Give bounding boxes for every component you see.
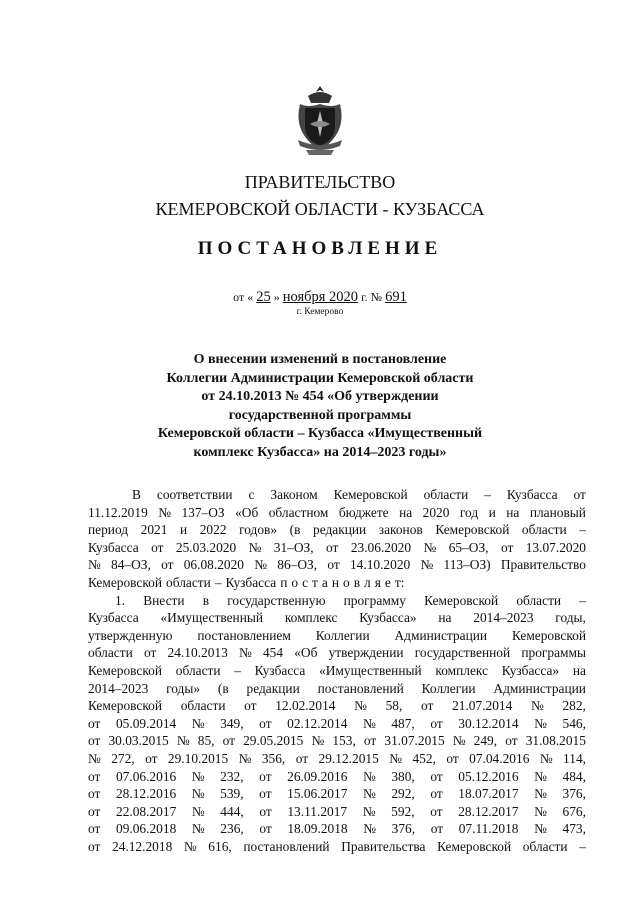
- body-word: 487,: [391, 715, 415, 731]
- body-word: –: [579, 838, 586, 854]
- body-word: редакции: [313, 522, 367, 538]
- body-word: комплекс: [284, 610, 338, 626]
- body-word: постановлений: [317, 680, 404, 696]
- body-line: [88, 838, 586, 856]
- decree-title: [120, 351, 520, 463]
- body-word: области: [521, 522, 567, 538]
- body-word: 31.07.2015: [384, 733, 445, 749]
- body-word: 29.10.2015: [167, 750, 229, 766]
- body-word: №: [254, 557, 268, 573]
- body-line: [88, 486, 586, 504]
- body-word: от: [88, 733, 101, 749]
- body-word: Кузбасса: [88, 610, 139, 626]
- body-word: Кузбасса: [225, 574, 277, 590]
- body-word: 376,: [391, 821, 416, 837]
- body-word: 676,: [562, 803, 586, 819]
- title-line: Кемеровской области – Кузбасса «Имущественный: [157, 426, 483, 442]
- body-word: –: [579, 592, 586, 608]
- body-word: с: [248, 487, 255, 502]
- body-word: №: [534, 715, 547, 731]
- body-line: [88, 609, 586, 627]
- body-word: 137–ОЗ: [181, 504, 225, 520]
- decree-number: 691: [385, 289, 407, 305]
- body-word: от: [295, 750, 309, 766]
- body-word: плановый: [529, 504, 586, 520]
- body-word: 24.10.2013: [167, 645, 228, 661]
- body-word: (в: [217, 680, 229, 696]
- body-word: на: [438, 610, 452, 626]
- body-word: области: [522, 838, 568, 854]
- body-word: 11.12.2019: [88, 504, 148, 520]
- body-word: от: [145, 750, 158, 766]
- body-word: период: [88, 522, 129, 538]
- body-word: №: [534, 768, 547, 784]
- body-word: 272,: [111, 750, 135, 766]
- body-word: от: [143, 645, 157, 661]
- body-word: Кемеровской: [435, 522, 510, 538]
- body-word: №: [389, 750, 402, 766]
- body-word: «Об: [235, 504, 259, 520]
- body-word: Кемеровской: [437, 838, 512, 854]
- body-word: 15.06.2017: [287, 786, 348, 802]
- body-word: 25.03.2020: [175, 539, 237, 555]
- body-word: «Имущественный: [160, 610, 264, 626]
- body-word: 31–ОЗ,: [273, 539, 314, 555]
- body-word: 06.08.2020: [183, 557, 244, 573]
- body-word: т: [312, 574, 318, 590]
- body-word: 65–ОЗ,: [448, 539, 489, 555]
- body-word: 249,: [473, 733, 498, 749]
- body-word: №: [362, 803, 376, 819]
- body-word: –: [579, 522, 586, 538]
- body-word: 85,: [197, 733, 215, 749]
- body-word: Кузбасса: [88, 539, 139, 555]
- body-word: Кемеровской: [88, 698, 163, 714]
- body-word: от: [259, 768, 272, 784]
- date-mid: »: [273, 290, 280, 304]
- body-word: в: [202, 592, 210, 608]
- body-word: Коллегии: [421, 680, 476, 696]
- body-word: от: [446, 750, 459, 766]
- date-prefix: от «: [233, 290, 254, 304]
- body-word: 2022: [199, 522, 227, 538]
- body-word: от: [222, 733, 235, 749]
- body-word: 113–ОЗ): [443, 557, 491, 573]
- body-line: [88, 750, 586, 768]
- body-line: [88, 803, 586, 821]
- body-word: №: [423, 539, 437, 555]
- body-word: №: [176, 733, 190, 749]
- body-word: редакции: [246, 680, 300, 696]
- body-word: области: [180, 698, 226, 714]
- body-word: №: [88, 557, 101, 573]
- body-word: 2020: [422, 504, 450, 520]
- body-word: №: [534, 786, 547, 802]
- body-word: постановлением: [197, 627, 291, 643]
- government-name-line2: КЕМЕРОВСКОЙ ОБЛАСТИ - КУЗБАССА: [155, 199, 485, 219]
- body-word: на: [572, 662, 586, 678]
- body-word: 282,: [562, 698, 586, 714]
- body-word: от: [430, 803, 443, 819]
- body-word: №: [191, 786, 205, 802]
- body-line: [88, 592, 586, 610]
- body-word: 05.12.2016: [458, 768, 519, 784]
- body-word: 31.08.2015: [525, 733, 586, 749]
- body-word: 13.07.2020: [525, 539, 586, 555]
- body-word: 28.12.2016: [115, 786, 177, 802]
- body-line: [88, 627, 586, 645]
- body-word: государственную: [227, 592, 326, 608]
- body-word: от: [430, 821, 444, 837]
- body-word: постановлений: [243, 838, 330, 854]
- title-line: государственной программы: [228, 407, 412, 423]
- date-month-year: ноября 2020: [282, 289, 359, 305]
- body-word: 1.: [115, 592, 126, 608]
- body-word: 24.12.2018: [112, 838, 173, 854]
- body-word: от: [88, 803, 101, 819]
- body-word: №: [191, 768, 205, 784]
- body-word: от: [363, 733, 377, 749]
- body-word: от: [259, 803, 272, 819]
- body-word: комплекс: [435, 662, 489, 678]
- body-word: на: [506, 504, 520, 520]
- body-word: государственной: [414, 645, 511, 661]
- body-word: от: [88, 715, 101, 731]
- body-word: от: [259, 821, 272, 837]
- body-word: 2021: [140, 522, 168, 538]
- body-word: и: [180, 522, 188, 538]
- body-word: 30.03.2015: [108, 733, 169, 749]
- body-word: 484,: [562, 768, 586, 784]
- body-word: 86–ОЗ,: [277, 557, 318, 573]
- government-name-line1: ПРАВИТЕЛЬСТВО: [244, 172, 396, 192]
- body-word: 84–ОЗ,: [111, 557, 151, 573]
- body-word: е: [384, 574, 391, 590]
- body-word: от: [430, 786, 443, 802]
- body-line: [88, 732, 586, 750]
- body-word: 07.04.2016: [469, 750, 530, 766]
- body-word: №: [452, 733, 466, 749]
- body-word: Кемеровской: [424, 592, 499, 608]
- body-line: [88, 504, 586, 522]
- body-word: №: [362, 715, 376, 731]
- body-word: Кемеровской: [511, 627, 586, 643]
- body-word: 616,: [208, 838, 232, 854]
- body-line: [88, 680, 586, 698]
- body-word: области: [166, 574, 211, 590]
- body-word: 02.12.2014: [287, 715, 348, 731]
- body-word: 23.06.2020: [350, 539, 412, 555]
- body-word: 376,: [562, 786, 586, 802]
- body-word: №: [248, 539, 262, 555]
- body-word: от: [326, 539, 339, 555]
- body-word: от: [88, 786, 101, 802]
- body-word: с: [302, 574, 309, 590]
- body-word: №: [420, 557, 434, 573]
- body-word: от: [161, 557, 174, 573]
- body-word: 236,: [220, 821, 244, 837]
- body-word: 05.09.2014: [115, 715, 177, 731]
- body-word: на: [399, 504, 413, 520]
- body-word: «Об: [294, 645, 318, 661]
- body-word: о: [291, 574, 299, 590]
- body-word: л: [364, 574, 371, 590]
- body-word: 26.09.2016: [287, 768, 348, 784]
- body-word: годов»: [239, 522, 278, 538]
- body-word: №: [238, 750, 252, 766]
- body-word: Администрации: [394, 627, 488, 643]
- body-word: Коллегии: [315, 627, 370, 643]
- body-word: 07.06.2016: [115, 768, 177, 784]
- body-word: 29.05.2015: [243, 733, 304, 749]
- body-word: 14.10.2020: [349, 557, 411, 573]
- body-word: №: [354, 698, 367, 714]
- body-word: (в: [289, 522, 301, 538]
- body-word: №: [363, 821, 377, 837]
- body-word: Правительство: [500, 557, 586, 573]
- body-word: от: [500, 539, 514, 555]
- body-word: от: [259, 786, 272, 802]
- body-word: 30.12.2014: [458, 715, 519, 731]
- body-word: а: [321, 574, 328, 590]
- body-word: о: [343, 574, 350, 590]
- body-word: Кузбасса»: [501, 662, 560, 678]
- body-word: Законом: [270, 487, 318, 502]
- body-word: области: [175, 662, 221, 678]
- body-word: от: [327, 557, 340, 573]
- body-word: области: [516, 592, 562, 608]
- body-word: 356,: [261, 750, 286, 766]
- body-word: –: [214, 574, 222, 590]
- body-word: т:: [394, 574, 405, 590]
- body-line: [88, 574, 586, 592]
- body-word: «Имущественный: [319, 662, 422, 678]
- body-word: 18.07.2017: [458, 786, 519, 802]
- body-line: [88, 521, 586, 539]
- body-word: от: [244, 698, 257, 714]
- body-word: 349,: [220, 715, 244, 731]
- body-word: 22.08.2017: [116, 803, 177, 819]
- body-word: п: [280, 574, 288, 590]
- body-word: 07.11.2018: [458, 821, 519, 837]
- title-line: Коллегии Администрации Кемеровской области: [166, 370, 474, 386]
- body-word: законов: [378, 522, 423, 538]
- body-word: В: [132, 487, 141, 502]
- date-day: 25: [256, 289, 271, 305]
- body-word: программу: [343, 592, 406, 608]
- body-word: №: [531, 698, 544, 714]
- date-number-line: [0, 289, 640, 306]
- body-word: от: [259, 715, 272, 731]
- body-word: №: [539, 750, 553, 766]
- body-word: №: [88, 750, 101, 766]
- coat-of-arms-icon: [294, 84, 346, 158]
- body-word: 454: [262, 645, 284, 661]
- body-word: №: [238, 645, 252, 661]
- body-word: годы,: [555, 610, 586, 626]
- body-word: 444,: [220, 803, 244, 819]
- body-word: 232,: [220, 768, 244, 784]
- body-word: Кемеровской: [88, 574, 163, 590]
- body-word: годы»: [166, 680, 201, 696]
- body-word: от: [88, 821, 101, 837]
- number-sign: №: [370, 290, 383, 304]
- body-word: 58,: [385, 698, 403, 714]
- body-word: от: [88, 838, 101, 854]
- body-word: №: [191, 821, 205, 837]
- body-line: [88, 820, 586, 838]
- body-word: 2014–2023: [88, 680, 149, 696]
- body-word: области: [423, 487, 469, 502]
- body-word: Внести: [143, 592, 185, 608]
- body-line: [88, 715, 586, 733]
- body-word: 21.07.2014: [452, 698, 513, 714]
- city-line: г. Кемерово: [296, 307, 344, 317]
- body-word: областном: [268, 504, 329, 520]
- body-line: [88, 556, 586, 574]
- title-line: О внесении изменений в постановление: [193, 352, 447, 367]
- body-line: [88, 697, 586, 715]
- body-word: утверждении: [328, 645, 404, 661]
- body-word: №: [362, 786, 376, 802]
- decree-body-text: [88, 486, 586, 855]
- body-line: [88, 662, 586, 680]
- body-word: 13.11.2017: [287, 803, 348, 819]
- body-word: №: [362, 768, 376, 784]
- body-word: 452,: [412, 750, 436, 766]
- body-word: –: [484, 487, 491, 502]
- body-word: Администрации: [493, 680, 586, 696]
- body-word: –: [234, 662, 241, 678]
- body-word: №: [191, 715, 205, 731]
- body-word: от: [430, 715, 443, 731]
- body-word: я: [374, 574, 381, 590]
- body-word: от: [421, 698, 434, 714]
- body-word: №: [183, 838, 197, 854]
- body-word: соответствии: [156, 487, 233, 502]
- body-word: 592,: [391, 803, 415, 819]
- body-line: [88, 768, 586, 786]
- body-word: от: [573, 487, 586, 502]
- body-word: Кемеровской: [88, 662, 163, 678]
- body-word: н: [331, 574, 339, 590]
- body-word: №: [191, 803, 205, 819]
- body-word: 153,: [332, 733, 356, 749]
- body-word: от: [430, 768, 443, 784]
- body-word: от: [88, 768, 101, 784]
- date-year-suffix: г.: [361, 290, 368, 304]
- body-word: №: [534, 821, 547, 837]
- title-line: комплекс Кузбасса» на 2014–2023 годы»: [193, 444, 447, 460]
- body-word: №: [158, 504, 171, 520]
- body-word: 292,: [391, 786, 415, 802]
- body-word: №: [311, 733, 325, 749]
- body-word: в: [353, 574, 361, 590]
- body-word: 546,: [562, 715, 586, 731]
- body-word: Кузбасса»: [359, 610, 417, 626]
- body-word: бюджете: [338, 504, 389, 520]
- title-line: от 24.10.2013 № 454 «Об утверждении: [201, 389, 439, 405]
- body-word: Правительства: [341, 838, 426, 854]
- body-word: 114,: [563, 750, 586, 766]
- body-word: утвержденную: [88, 627, 173, 643]
- body-word: от: [505, 733, 518, 749]
- body-word: области: [88, 645, 133, 661]
- body-word: 29.12.2015: [318, 750, 379, 766]
- body-word: №: [534, 803, 547, 819]
- body-word: 473,: [562, 821, 586, 837]
- body-line: [88, 539, 586, 557]
- body-word: и: [488, 504, 496, 520]
- body-word: 2014–2023: [473, 610, 534, 626]
- body-word: 28.12.2017: [458, 803, 519, 819]
- body-word: 539,: [220, 786, 244, 802]
- body-word: Кемеровской: [333, 487, 408, 502]
- document-type-heading: ПОСТАНОВЛЕНИЕ: [197, 238, 443, 259]
- body-line: [88, 644, 586, 662]
- body-word: 09.06.2018: [116, 821, 177, 837]
- body-word: программы: [521, 645, 586, 661]
- body-word: год: [459, 504, 479, 520]
- body-word: 18.09.2018: [287, 821, 348, 837]
- body-word: Кузбасса: [506, 487, 558, 502]
- body-word: Кузбасса: [254, 662, 306, 678]
- body-word: 12.02.2014: [275, 698, 336, 714]
- body-line: [88, 785, 586, 803]
- body-word: от: [151, 539, 164, 555]
- body-word: 380,: [391, 768, 415, 784]
